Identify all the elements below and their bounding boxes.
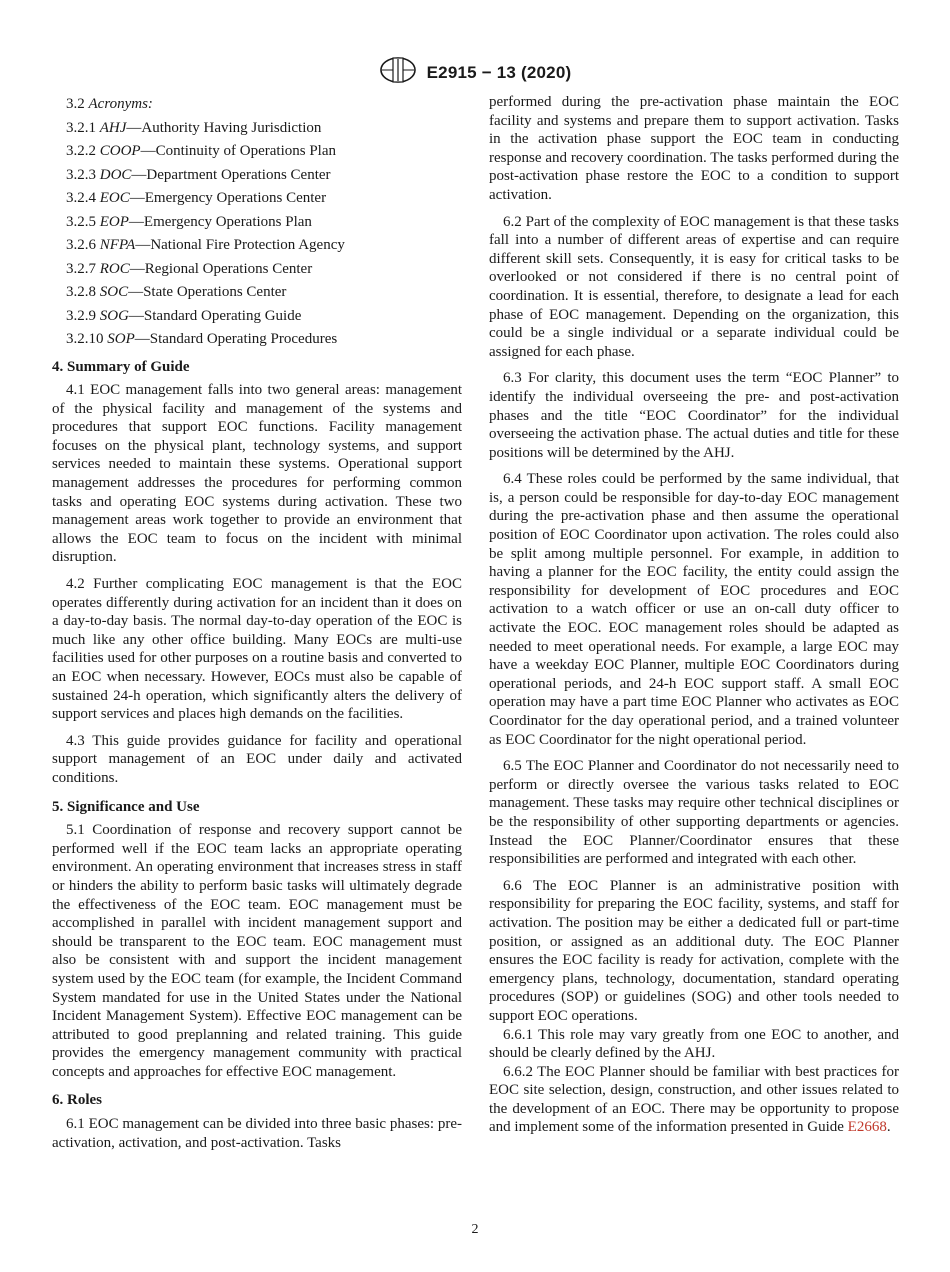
paragraph-4-3: 4.3 This guide provides guidance for facility and operational support management of an EOC under daily and activated conditions. [52, 732, 462, 786]
acronym-definition: —Regional Operations Center [129, 260, 313, 277]
right-column [489, 93, 899, 1137]
paragraph-6-6-1: 6.6.1 This role may vary greatly from one EOC to another, and should be clearly defined by the AHJ. [489, 1026, 899, 1062]
acronym-term: ROC [99, 260, 130, 277]
acronym-term: SOC [99, 284, 129, 300]
paragraph-6-6-2-text: 6.6.2 The EOC Planner should be familiar with best practices for EOC site selection, design, construction, and other issues related to the development of an EOC. There may be opportunity to propose and implement some of the information presented in Guide [489, 1063, 899, 1136]
page-number: 2 [471, 1222, 479, 1237]
acronyms-heading-number: 3.2 [66, 96, 85, 112]
page-header [0, 56, 950, 89]
acronym-definition: —Continuity of Operations Plan [140, 143, 336, 159]
acronym-number: 3.2.8 [66, 284, 96, 300]
acronym-term: EOP [99, 213, 129, 230]
paragraph-6-6-2 [489, 1063, 899, 1137]
acronym-item [52, 140, 462, 164]
paragraph-6-6: 6.6 The EOC Planner is an administrative position with responsibility for preparing the EOC facility, systems, and staff for activation. The position may be either a dedicated full or part-time position, or assigned as an additional duty. The EOC Planner ensures the EOC facility is ready for activation, complete with the emergency plans, technology, documentation, standard operating procedures (SOP) or guidelines (SOG) and other tools needed to support EOC operations. [489, 877, 899, 1024]
acronym-item [52, 234, 462, 258]
acronym-definition: —Emergency Operations Center [129, 190, 327, 206]
acronym-term: DOC [99, 166, 132, 183]
acronyms-heading-label: Acronyms: [88, 96, 153, 112]
acronym-number: 3.2.5 [66, 213, 96, 230]
acronym-item [52, 211, 462, 235]
section-heading-significance: 5. Significance and Use [52, 798, 200, 815]
acronym-definition: —Authority Having Jurisdiction [126, 119, 322, 136]
paragraph-6-1-continued: performed during the pre-activation phase maintain the EOC facility and systems and prepare them to support activation. Tasks in the activation phase support the EOC team in conducting response and recovery coordination. The tasks performed during the post-activation phase restore the EOC to a condition to support activation. [489, 94, 899, 203]
astm-logo-icon [379, 56, 417, 89]
acronym-term: SOG [99, 307, 129, 324]
acronym-number: 3.2.6 [66, 237, 96, 253]
paragraph-6-1-start: 6.1 EOC management can be divided into three basic phases: pre-activation, activation, and post-activation. Tasks [52, 1116, 462, 1151]
paragraph-6-3: 6.3 For clarity, this document uses the term “EOC Planner” to identify the individual overseeing the pre- and post-activation phases and the title “EOC Coordinator” for the individual overseeing the activation phase. The actual duties and title for these positions will be determined by the AHJ. [489, 370, 899, 461]
acronym-term: SOP [107, 331, 135, 347]
acronym-definition: —Emergency Operations Plan [128, 213, 312, 230]
paragraph-5-1: 5.1 Coordination of response and recovery support cannot be performed well if the EOC team lacks an appropriate operating environment. An operating environment that increases stress in staff or hinders the ability to perform basic tasks will ultimately degrade the effectiveness of the EOC team. EOC management must be accomplished in parallel with incident management support and should be transparent to the EOC team. EOC management must also be consistent with and support the incident management system used by the EOC team (for example, the Incident Command System mandated for use in the United States under the National Incident Management System). Effective EOC management can be attributed to good preplanning and related training. This guide provides the emergency management community with practical concepts and approaches for effective EOC management. [52, 822, 462, 1080]
acronym-number: 3.2.3 [66, 166, 96, 183]
paragraph-6-5: 6.5 The EOC Planner and Coordinator do not necessarily need to perform or directly oversee the various tasks related to EOC management. These tasks may require other technical disciplines or be the responsibility of other supporting departments or agencies. Instead the EOC Planner/Coordinator ensures that these responsibilities are performed and integrated with each other. [489, 758, 899, 868]
acronym-term: COOP [99, 143, 141, 159]
acronym-item [52, 164, 462, 188]
paragraph-6-4: 6.4 These roles could be performed by the same individual, that is, a person could be responsible for day-to-day EOC management during the pre-activation phase and then assume the operational position of EOC Coordinator upon activation. The roles could also be split among multiple personnel. For example, in addition to having a planner for the EOC facility, the entity could assign the responsibility for development of EOC procedures and EOC activation to a watch officer or use an on-call duty officer to activate the EOC. EOC management roles should be adapted as needed to meet operational needs. For example, a large EOC may have a weekday EOC Planner, multiple EOC Coordinators during operational periods, and 24-h EOC support staff. A small EOC operation may have a part time EOC Planner who activates as EOC Coordinator for the day operational period, and a trained volunteer as EOC Coordinator for the night operational period. [489, 471, 899, 748]
acronym-number: 3.2.9 [66, 307, 96, 324]
acronym-item [52, 187, 462, 211]
acronym-item [52, 258, 462, 282]
acronym-term: NFPA [99, 237, 136, 253]
acronym-definition: —Department Operations Center [131, 166, 331, 183]
acronym-term: AHJ [99, 119, 127, 136]
acronym-number: 3.2.7 [66, 260, 96, 277]
acronym-item [52, 281, 462, 305]
section-heading-roles: 6. Roles [52, 1092, 102, 1109]
acronym-number: 3.2.1 [66, 119, 96, 136]
acronym-item [52, 117, 462, 141]
acronyms-heading [52, 93, 462, 117]
acronym-number: 3.2.10 [66, 331, 104, 347]
acronym-list [52, 117, 462, 352]
acronym-number: 3.2.2 [66, 143, 96, 159]
acronym-item [52, 305, 462, 329]
section-heading-summary: 4. Summary of Guide [52, 358, 190, 375]
paragraph-6-2: 6.2 Part of the complexity of EOC management is that these tasks fall into a number of different areas of expertise and can require different skill sets. Consequently, it is easy for critical tasks to be overlooked or not considered if there is no central point of coordination. It is essential, therefore, to designate a lead for each phase of EOC management. Depending on the organization, this could be a single individual or a separate individual could be assigned for each phase. [489, 213, 899, 360]
acronym-definition: —National Fire Protection Agency [135, 237, 345, 253]
acronym-definition: —State Operations Center [128, 284, 287, 300]
paragraph-4-1: 4.1 EOC management falls into two general areas: management of the physical facility and management of the systems and procedures that support EOC functions. Facility management focuses on the physical plant, technology systems, and support services needed to maintain these systems. Operational support management addresses the procedures for performing common tasks and operating EOC systems during activation. These two management areas work together to provide an environment that allows the EOC team to focus on the incident with minimal disruption. [52, 382, 462, 566]
acronym-term: EOC [99, 190, 130, 206]
acronym-item [52, 328, 462, 352]
paragraph-4-2: 4.2 Further complicating EOC management is that the EOC operates differently during activation for an incident than it does on a day-to-day basis. The normal day-to-day operation of the EOC is much like any other office building. Many EOCs are multi-use facilities used for other purposes on a routine basis and converted to an EOC when necessary. However, EOCs must also be capable of sustained 24-h operation, which significantly alters the delivery of support services and places high demands on the facilities. [52, 576, 462, 723]
acronym-definition: —Standard Operating Guide [128, 307, 302, 324]
standard-designation: E2915 − 13 (2020) [426, 62, 572, 82]
left-column [52, 93, 462, 1152]
guide-reference-link[interactable]: E2668 [847, 1119, 887, 1136]
acronym-definition: —Standard Operating Procedures [134, 331, 338, 347]
paragraph-6-6-2-end: . [886, 1119, 891, 1136]
acronym-number: 3.2.4 [66, 190, 96, 206]
